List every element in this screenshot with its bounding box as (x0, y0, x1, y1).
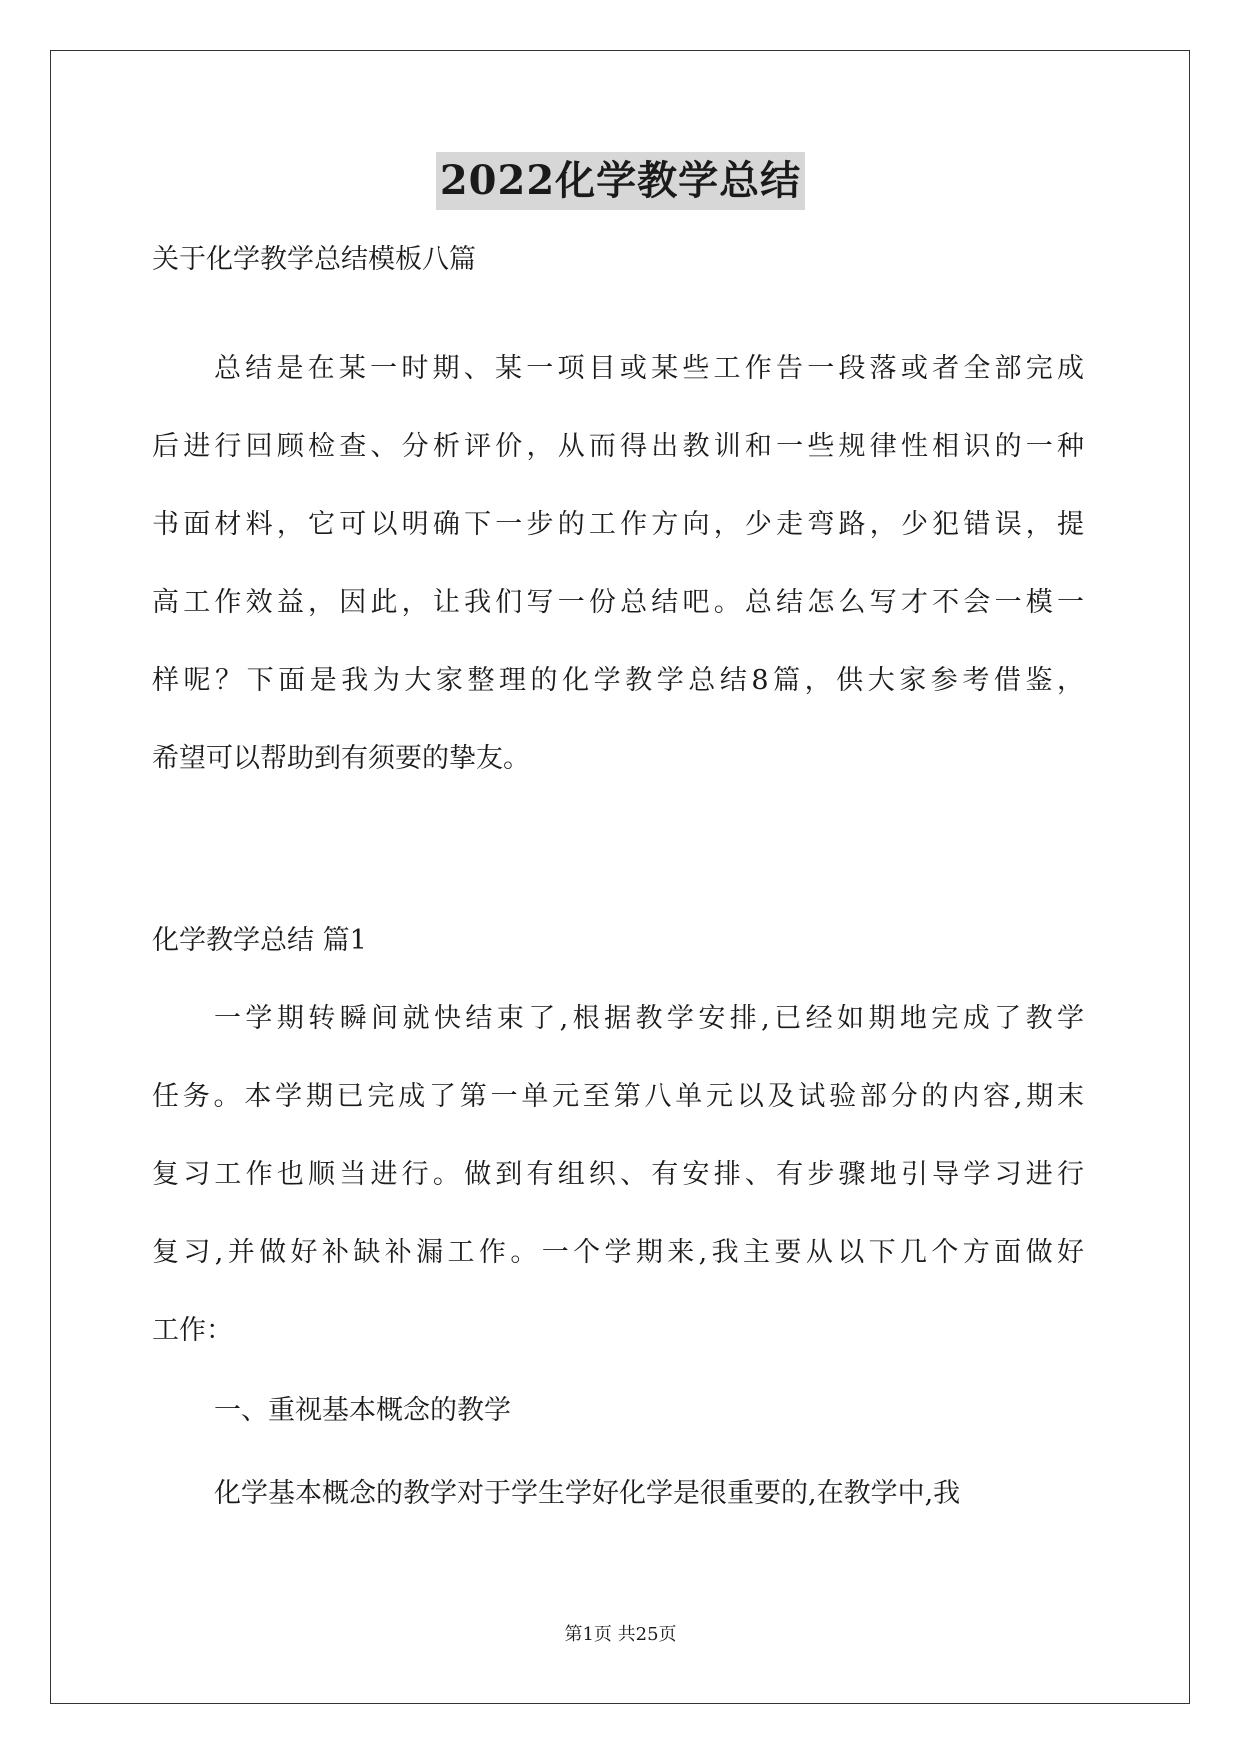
intro-line-1: 总结是在某一时期、某一项目或某些工作告一段落或者全部完成 (214, 353, 1084, 384)
intro-line-4: 高工作效益，因此，让我们写一份总结吧。总结怎么写才不会一模一 (152, 587, 1084, 618)
section-line-1: 一学期转瞬间就快结束了,根据教学安排,已经如期地完成了教学 (214, 1003, 1084, 1034)
document-subtitle: 关于化学教学总结模板八篇 (152, 244, 476, 275)
page-footer: 第1页 共25页 (564, 1624, 677, 1645)
section-heading: 化学教学总结 篇1 (152, 925, 367, 956)
intro-line-6: 希望可以帮助到有须要的挚友。 (152, 743, 530, 774)
document-title: 2022化学教学总结 (436, 152, 805, 210)
intro-line-5: 样呢？下面是我为大家整理的化学教学总结8篇，供大家参考借鉴， (152, 665, 1084, 696)
section-line-5: 工作： (152, 1315, 233, 1346)
point-line-1: 化学基本概念的教学对于学生学好化学是很重要的,在教学中,我 (214, 1478, 961, 1509)
section-line-2: 任务。本学期已完成了第一单元至第八单元以及试验部分的内容,期末 (152, 1081, 1084, 1112)
title-container (0, 152, 1241, 210)
page-border (50, 50, 1190, 1704)
section-line-3: 复习工作也顺当进行。做到有组织、有安排、有步骤地引导学习进行 (152, 1159, 1084, 1190)
section-line-4: 复习,并做好补缺补漏工作。一个学期来,我主要从以下几个方面做好 (152, 1237, 1084, 1268)
intro-line-2: 后进行回顾检查、分析评价，从而得出教训和一些规律性相识的一种 (152, 431, 1084, 462)
point-heading: 一、重视基本概念的教学 (214, 1395, 511, 1426)
intro-line-3: 书面材料，它可以明确下一步的工作方向，少走弯路，少犯错误，提 (152, 509, 1084, 540)
